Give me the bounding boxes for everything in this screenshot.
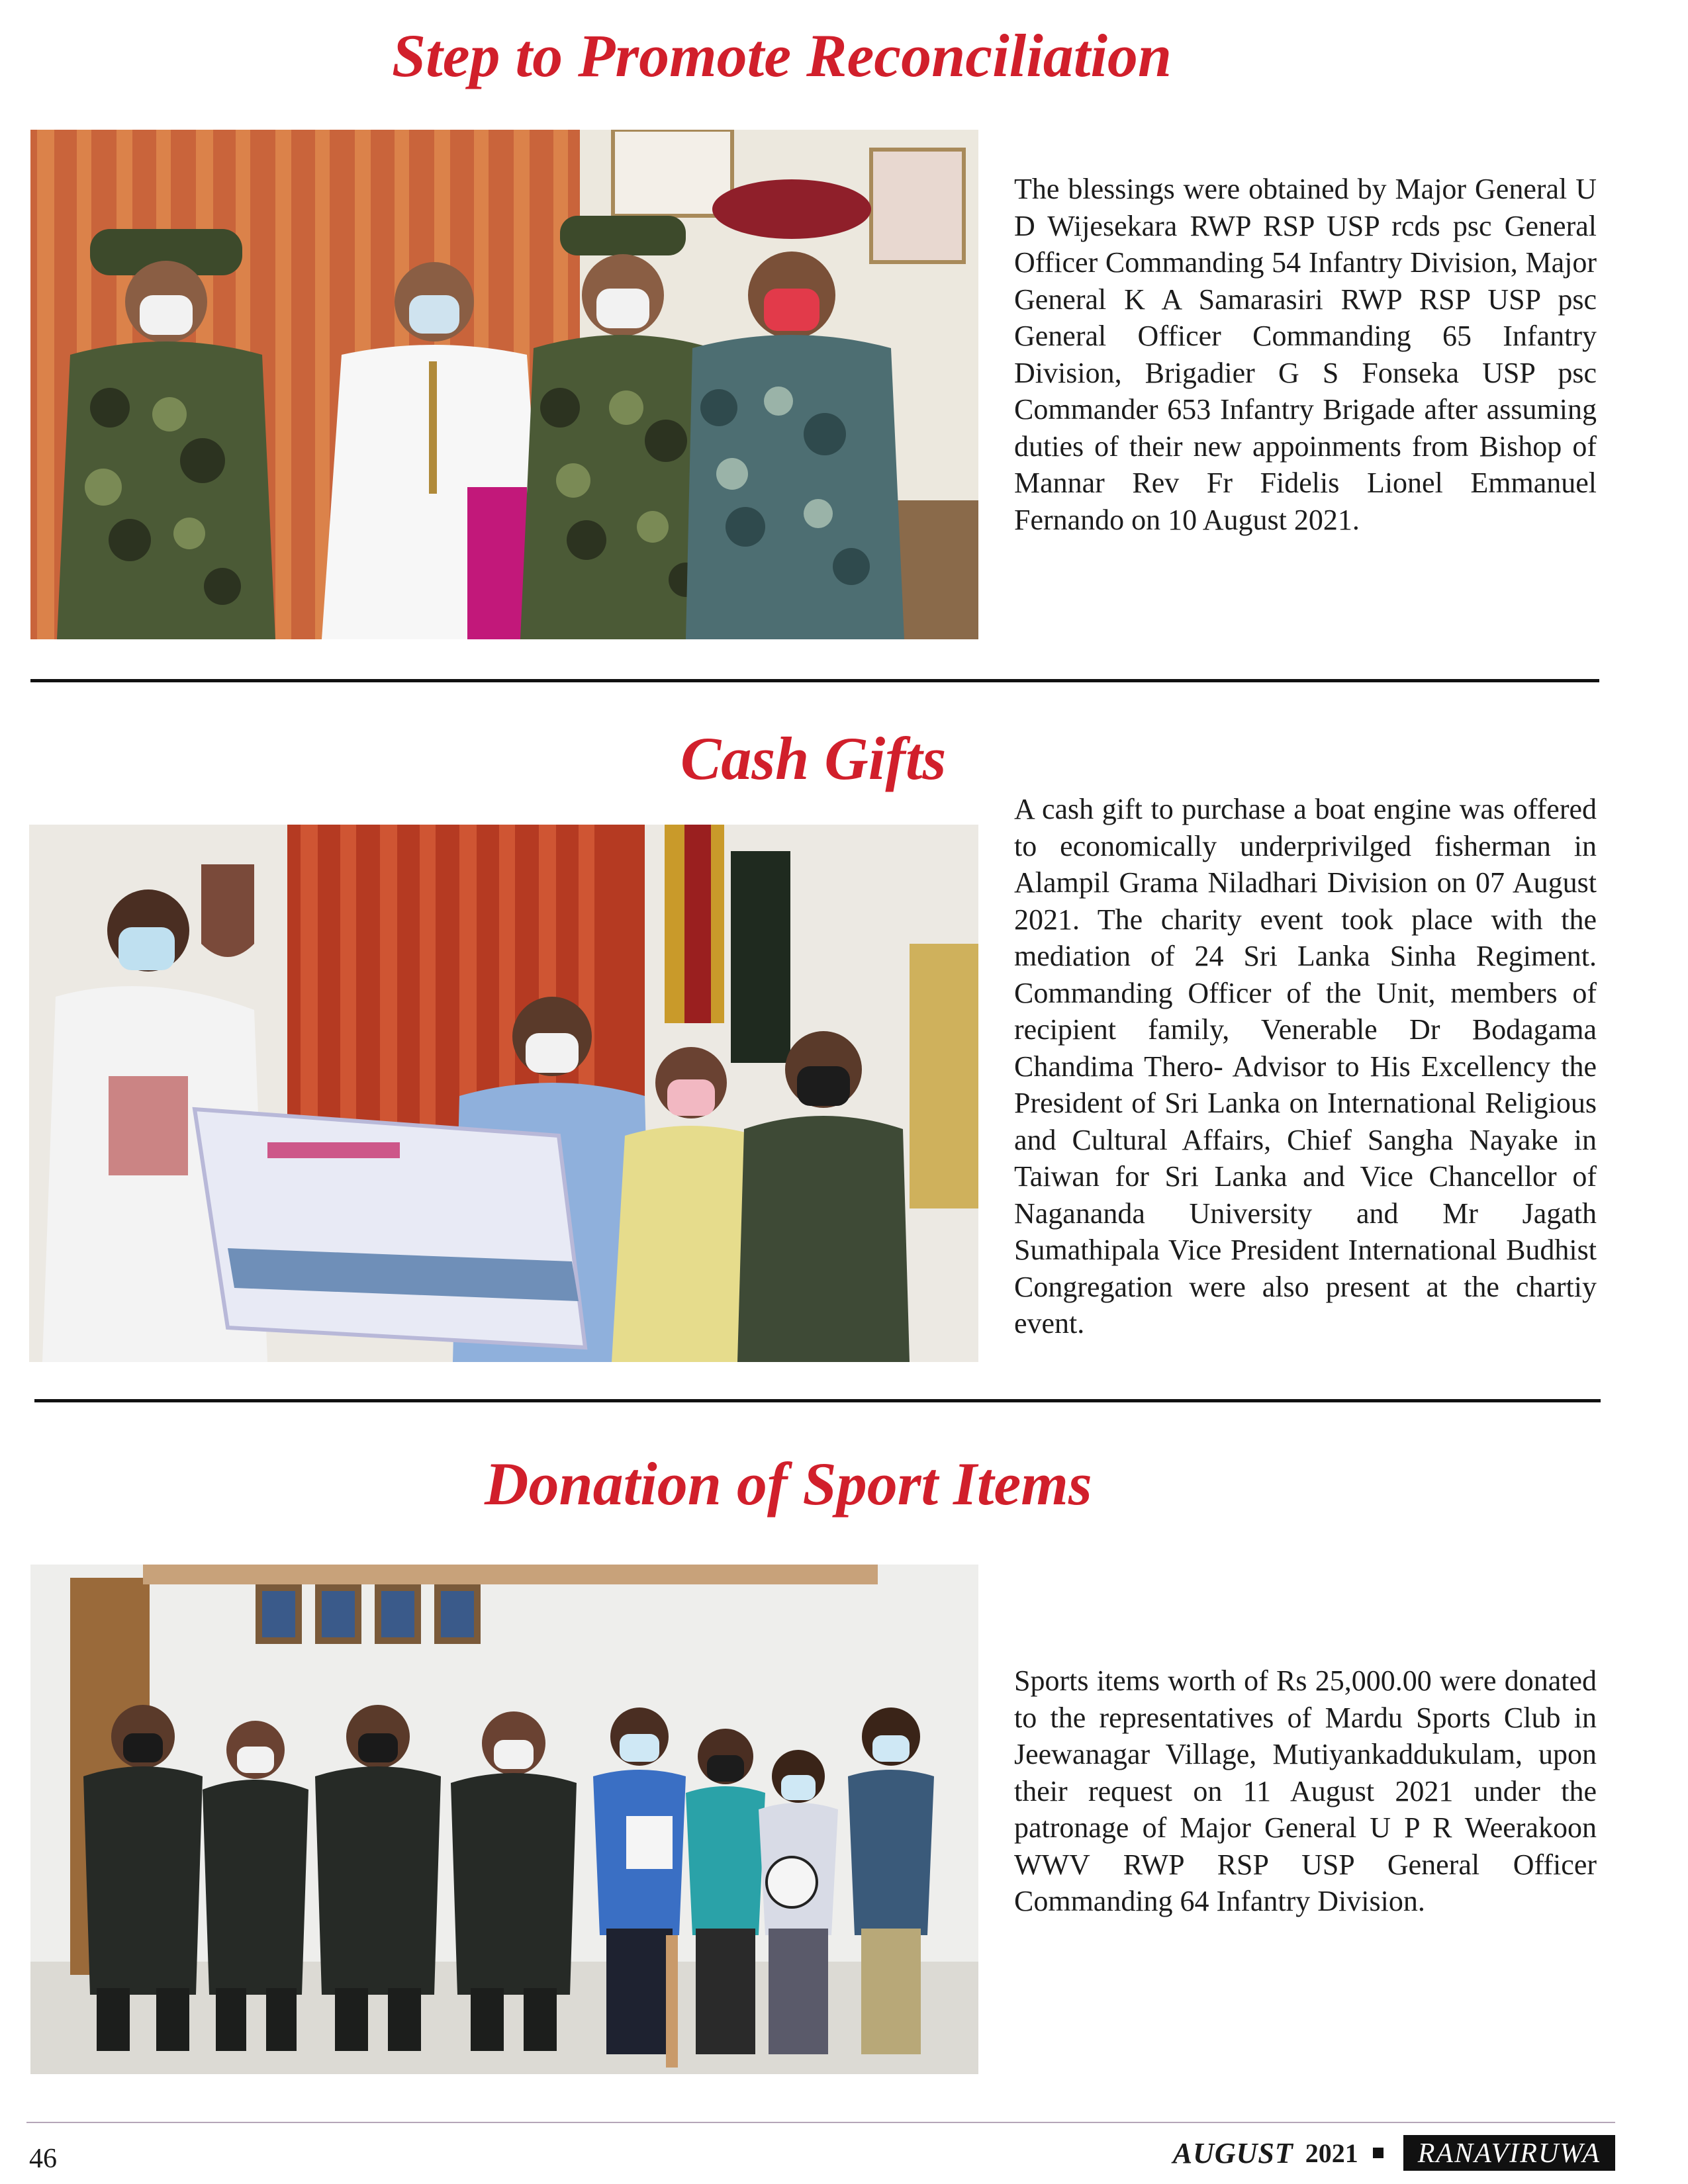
article-body-sport-items: Sports items worth of Rs 25,000.00 were donated to the representatives of Mardu Sports Club in Jeewanagar Village, Mutiyankaddukulam, upon their request on 11 August 2021 under the patronage of Major General U P R Weerakoon WWV RWP RSP USP General Officer Commanding 64 Infantry Division.	[1014, 1664, 1597, 1917]
photo-sport-donation	[30, 1565, 978, 2074]
section-divider-2	[34, 1399, 1601, 1402]
page-number: 46	[29, 2144, 57, 2174]
article-body-reconciliation: The blessings were obtained by Major General U D Wijesekara RWP RSP USP rcds psc General Officer Commanding 54 Infantry Division, Major General K A Samarasiri RWP RSP USP psc General Officer Commanding 65 Infantry Division, Brigadier G S Fonseka USP psc Commander 653 Infantry Brigade after assuming duties of their new appoinments from Bishop of Mannar Rev Fr Fidelis Lionel Emmanuel Fernando on 10 August 2021.	[1014, 173, 1597, 536]
footer-month: AUGUST	[1172, 2136, 1293, 2169]
photo-bishop-meeting	[30, 130, 978, 639]
photo-cash-gift	[29, 825, 978, 1362]
section-divider-1	[30, 679, 1599, 682]
footer-publication	[1173, 2135, 1615, 2171]
headline-sport-items: Donation of Sport Items	[485, 1450, 1092, 1518]
article-body-cash-gifts: A cash gift to purchase a boat engine was offered to economically underprivilged fisherman in Alampil Grama Niladhari Division on 07 August 2021. The charity event took place with the mediation of 24 Sri Lanka Sinha Regiment. Commanding Officer of the Unit, members of recipient family, Venerable Dr Bodagama Chandima Thero- Advisor to His Excellency the President of Sri Lanka on International Religious and Cultural Affairs, Chief Sangha Nayake in Taiwan for Sri Lanka and Vice Chancellor of Nagananda University and Mr Jagath Sumathipala Vice President International Budhist Congregation were also present at the chartiy event.	[1014, 793, 1597, 1340]
headline-reconciliation: Step to Promote Reconciliation	[392, 22, 1172, 89]
magazine-name: RANAVIRUWA	[1403, 2135, 1615, 2171]
square-bullet-icon	[1373, 2148, 1383, 2158]
footer-divider	[26, 2122, 1615, 2123]
footer-year: 2021	[1305, 2138, 1358, 2168]
headline-cash-gifts: Cash Gifts	[680, 725, 947, 792]
